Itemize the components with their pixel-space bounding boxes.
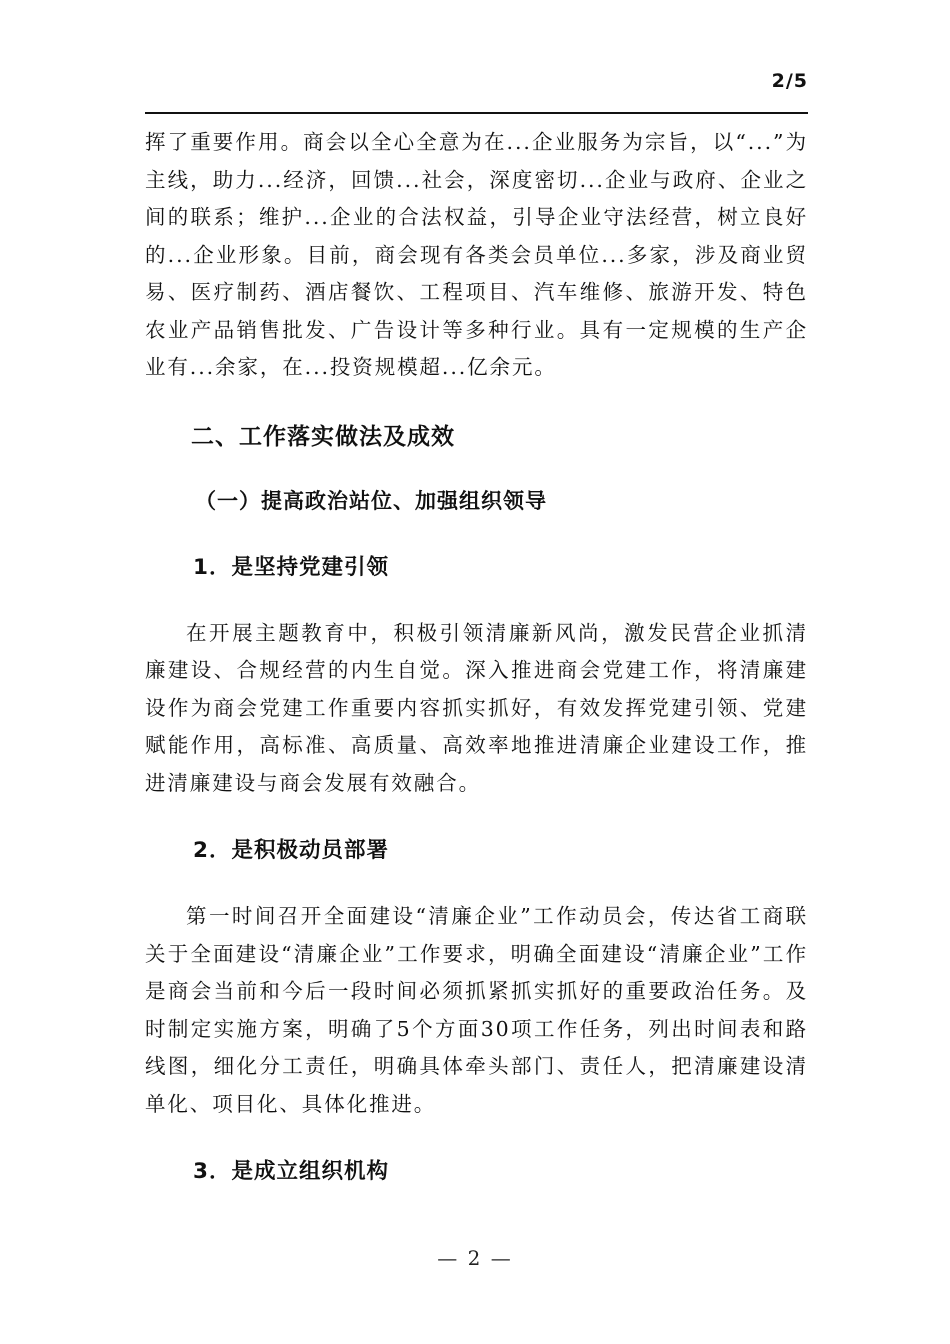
subsection-heading: （一）提高政治站位、加强组织领导 bbox=[195, 488, 547, 513]
item-paragraph-2: 第一时间召开全面建设“清廉企业”工作动员会，传达省工商联关于全面建设“清廉企业”工作要求，明确全面建设“清廉企业”工作是商会当前和今后一段时间必须抓紧抓实抓好的重要政治任务。及时制定实施方案，明确了5个方面30项工作任务，列出时间表和路线图，细化分工责任，明确具体牵头部门、责任人，把清廉建设清单化、项目化、具体化推进。 bbox=[145, 904, 808, 1116]
item-paragraph-1: 在开展主题教育中，积极引领清廉新风尚，激发民营企业抓清廉建设、合规经营的内生自觉。深入推进商会党建工作，将清廉建设作为商会党建工作重要内容抓实抓好，有效发挥党建引领、党建赋能作用，高标准、高质量、高效率地推进清廉企业建设工作，推进清廉建设与商会发展有效融合。 bbox=[145, 620, 808, 795]
page-number: — 2 — bbox=[437, 1246, 513, 1270]
header-rule bbox=[145, 112, 808, 114]
item-heading-3: 3．是成立组织机构 bbox=[193, 1159, 389, 1184]
intro-paragraph: 挥了重要作用。商会以全心全意为在...企业服务为宗旨，以“...”为主线，助力...经济，回馈...社会，深度密切...企业与政府、企业之间的联系；维护...企业的合法权益，引导企业守法经营，树立良好的...企业形象。目前，商会现有各类会员单位...多家，涉及商业贸易、医疗制药、酒店餐饮、工程项目、汽车维修、旅游开发、特色农业产品销售批发、广告设计等多种行业。具有一定规模的生产企业有...余家，在...投资规模超...亿余元。 bbox=[145, 130, 808, 379]
item-heading-2: 2．是积极动员部署 bbox=[193, 838, 389, 863]
page-counter: 2/5 bbox=[771, 70, 808, 92]
item-heading-1: 1．是坚持党建引领 bbox=[193, 554, 389, 580]
document-body bbox=[145, 124, 808, 1191]
section-heading: 二、工作落实做法及成效 bbox=[191, 423, 455, 450]
